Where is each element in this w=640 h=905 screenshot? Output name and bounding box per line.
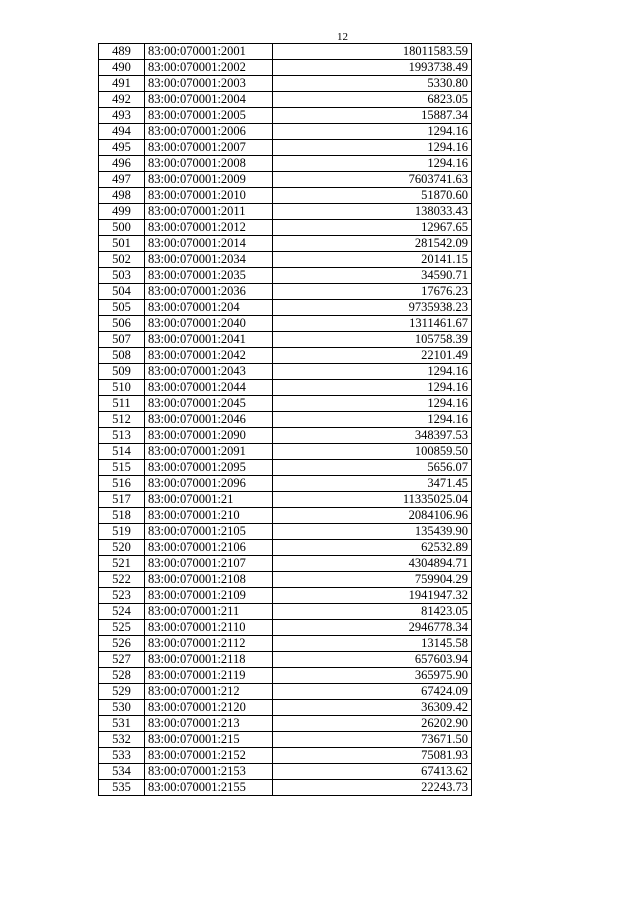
table-row bbox=[99, 380, 472, 396]
value-cell: 15887.34 bbox=[273, 108, 472, 124]
row-number-cell: 534 bbox=[99, 764, 145, 780]
table-row bbox=[99, 124, 472, 140]
table-row bbox=[99, 620, 472, 636]
value-cell: 9735938.23 bbox=[273, 300, 472, 316]
cadastral-number-cell: 83:00:070001:2011 bbox=[145, 204, 273, 220]
value-cell: 22101.49 bbox=[273, 348, 472, 364]
row-number-cell: 512 bbox=[99, 412, 145, 428]
cadastral-number-cell: 83:00:070001:2153 bbox=[145, 764, 273, 780]
table-row bbox=[99, 636, 472, 652]
cadastral-number-cell: 83:00:070001:2106 bbox=[145, 540, 273, 556]
table-row bbox=[99, 732, 472, 748]
row-number-cell: 519 bbox=[99, 524, 145, 540]
row-number-cell: 518 bbox=[99, 508, 145, 524]
row-number-cell: 529 bbox=[99, 684, 145, 700]
table-row bbox=[99, 220, 472, 236]
cadastral-number-cell: 83:00:070001:2112 bbox=[145, 636, 273, 652]
row-number-cell: 497 bbox=[99, 172, 145, 188]
cadastral-number-cell: 83:00:070001:2004 bbox=[145, 92, 273, 108]
cadastral-number-cell: 83:00:070001:2034 bbox=[145, 252, 273, 268]
table-row bbox=[99, 284, 472, 300]
row-number-cell: 528 bbox=[99, 668, 145, 684]
value-cell: 105758.39 bbox=[273, 332, 472, 348]
row-number-cell: 511 bbox=[99, 396, 145, 412]
row-number-cell: 494 bbox=[99, 124, 145, 140]
value-cell: 62532.89 bbox=[273, 540, 472, 556]
table-row bbox=[99, 700, 472, 716]
table-row bbox=[99, 348, 472, 364]
cadastral-number-cell: 83:00:070001:2002 bbox=[145, 60, 273, 76]
value-cell: 6823.05 bbox=[273, 92, 472, 108]
cadastral-number-cell: 83:00:070001:2036 bbox=[145, 284, 273, 300]
cadastral-number-cell: 83:00:070001:2044 bbox=[145, 380, 273, 396]
row-number-cell: 526 bbox=[99, 636, 145, 652]
value-cell: 81423.05 bbox=[273, 604, 472, 620]
row-number-cell: 508 bbox=[99, 348, 145, 364]
table-row bbox=[99, 764, 472, 780]
value-cell: 1294.16 bbox=[273, 156, 472, 172]
value-cell: 281542.09 bbox=[273, 236, 472, 252]
cadastral-number-cell: 83:00:070001:2090 bbox=[145, 428, 273, 444]
cadastral-number-cell: 83:00:070001:2091 bbox=[145, 444, 273, 460]
row-number-cell: 515 bbox=[99, 460, 145, 476]
row-number-cell: 509 bbox=[99, 364, 145, 380]
row-number-cell: 525 bbox=[99, 620, 145, 636]
value-cell: 1294.16 bbox=[273, 140, 472, 156]
table-row bbox=[99, 748, 472, 764]
row-number-cell: 521 bbox=[99, 556, 145, 572]
table-row bbox=[99, 316, 472, 332]
table-row bbox=[99, 540, 472, 556]
table-row bbox=[99, 652, 472, 668]
table-row bbox=[99, 44, 472, 60]
table-row bbox=[99, 300, 472, 316]
cadastral-number-cell: 83:00:070001:21 bbox=[145, 492, 273, 508]
row-number-cell: 517 bbox=[99, 492, 145, 508]
value-cell: 67424.09 bbox=[273, 684, 472, 700]
value-cell: 5330.80 bbox=[273, 76, 472, 92]
cadastral-number-cell: 83:00:070001:2110 bbox=[145, 620, 273, 636]
value-cell: 75081.93 bbox=[273, 748, 472, 764]
table-row bbox=[99, 524, 472, 540]
cadastral-number-cell: 83:00:070001:2095 bbox=[145, 460, 273, 476]
value-cell: 1294.16 bbox=[273, 396, 472, 412]
value-cell: 73671.50 bbox=[273, 732, 472, 748]
cadastral-number-cell: 83:00:070001:210 bbox=[145, 508, 273, 524]
cadastral-number-cell: 83:00:070001:2155 bbox=[145, 780, 273, 796]
cadastral-number-cell: 83:00:070001:204 bbox=[145, 300, 273, 316]
value-cell: 34590.71 bbox=[273, 268, 472, 284]
row-number-cell: 514 bbox=[99, 444, 145, 460]
row-number-cell: 520 bbox=[99, 540, 145, 556]
table-row bbox=[99, 444, 472, 460]
cadastral-number-cell: 83:00:070001:2001 bbox=[145, 44, 273, 60]
table-row bbox=[99, 396, 472, 412]
table-row bbox=[99, 476, 472, 492]
value-cell: 18011583.59 bbox=[273, 44, 472, 60]
cadastral-number-cell: 83:00:070001:2041 bbox=[145, 332, 273, 348]
row-number-cell: 533 bbox=[99, 748, 145, 764]
row-number-cell: 490 bbox=[99, 60, 145, 76]
row-number-cell: 502 bbox=[99, 252, 145, 268]
row-number-cell: 506 bbox=[99, 316, 145, 332]
table-row bbox=[99, 60, 472, 76]
row-number-cell: 532 bbox=[99, 732, 145, 748]
cadastral-number-cell: 83:00:070001:211 bbox=[145, 604, 273, 620]
table-row bbox=[99, 252, 472, 268]
row-number-cell: 524 bbox=[99, 604, 145, 620]
table-row bbox=[99, 508, 472, 524]
row-number-cell: 495 bbox=[99, 140, 145, 156]
row-number-cell: 522 bbox=[99, 572, 145, 588]
row-number-cell: 500 bbox=[99, 220, 145, 236]
row-number-cell: 504 bbox=[99, 284, 145, 300]
table-row bbox=[99, 172, 472, 188]
table-row bbox=[99, 156, 472, 172]
value-cell: 22243.73 bbox=[273, 780, 472, 796]
table-row bbox=[99, 236, 472, 252]
row-number-cell: 530 bbox=[99, 700, 145, 716]
value-cell: 1294.16 bbox=[273, 124, 472, 140]
value-cell: 51870.60 bbox=[273, 188, 472, 204]
value-cell: 1294.16 bbox=[273, 364, 472, 380]
value-cell: 100859.50 bbox=[273, 444, 472, 460]
cadastral-number-cell: 83:00:070001:2010 bbox=[145, 188, 273, 204]
table-row bbox=[99, 188, 472, 204]
value-cell: 13145.58 bbox=[273, 636, 472, 652]
value-cell: 5656.07 bbox=[273, 460, 472, 476]
table-row bbox=[99, 588, 472, 604]
cadastral-number-cell: 83:00:070001:2008 bbox=[145, 156, 273, 172]
cadastral-number-cell: 83:00:070001:2042 bbox=[145, 348, 273, 364]
cadastral-number-cell: 83:00:070001:2007 bbox=[145, 140, 273, 156]
table-row bbox=[99, 460, 472, 476]
row-number-cell: 496 bbox=[99, 156, 145, 172]
cadastral-number-cell: 83:00:070001:2107 bbox=[145, 556, 273, 572]
value-cell: 20141.15 bbox=[273, 252, 472, 268]
cadastral-number-cell: 83:00:070001:215 bbox=[145, 732, 273, 748]
cadastral-number-cell: 83:00:070001:2096 bbox=[145, 476, 273, 492]
row-number-cell: 503 bbox=[99, 268, 145, 284]
page-number: 12 bbox=[337, 31, 348, 43]
value-cell: 365975.90 bbox=[273, 668, 472, 684]
value-cell: 1294.16 bbox=[273, 412, 472, 428]
table-row bbox=[99, 684, 472, 700]
cadastral-number-cell: 83:00:070001:2012 bbox=[145, 220, 273, 236]
cadastral-number-cell: 83:00:070001:212 bbox=[145, 684, 273, 700]
value-cell: 2946778.34 bbox=[273, 620, 472, 636]
row-number-cell: 501 bbox=[99, 236, 145, 252]
value-cell: 12967.65 bbox=[273, 220, 472, 236]
cadastral-number-cell: 83:00:070001:2014 bbox=[145, 236, 273, 252]
table-row bbox=[99, 668, 472, 684]
table-row bbox=[99, 364, 472, 380]
cadastral-number-cell: 83:00:070001:2109 bbox=[145, 588, 273, 604]
row-number-cell: 523 bbox=[99, 588, 145, 604]
cadastral-number-cell: 83:00:070001:2045 bbox=[145, 396, 273, 412]
cadastral-number-cell: 83:00:070001:2108 bbox=[145, 572, 273, 588]
cadastral-number-cell: 83:00:070001:2035 bbox=[145, 268, 273, 284]
value-cell: 17676.23 bbox=[273, 284, 472, 300]
row-number-cell: 499 bbox=[99, 204, 145, 220]
value-cell: 67413.62 bbox=[273, 764, 472, 780]
cadastral-value-table bbox=[98, 43, 472, 796]
value-cell: 1294.16 bbox=[273, 380, 472, 396]
row-number-cell: 493 bbox=[99, 108, 145, 124]
value-cell: 36309.42 bbox=[273, 700, 472, 716]
value-cell: 138033.43 bbox=[273, 204, 472, 220]
row-number-cell: 510 bbox=[99, 380, 145, 396]
value-cell: 2084106.96 bbox=[273, 508, 472, 524]
table-row bbox=[99, 604, 472, 620]
row-number-cell: 489 bbox=[99, 44, 145, 60]
cadastral-number-cell: 83:00:070001:2105 bbox=[145, 524, 273, 540]
table-row bbox=[99, 572, 472, 588]
value-cell: 135439.90 bbox=[273, 524, 472, 540]
value-cell: 26202.90 bbox=[273, 716, 472, 732]
value-cell: 3471.45 bbox=[273, 476, 472, 492]
cadastral-number-cell: 83:00:070001:2003 bbox=[145, 76, 273, 92]
cadastral-number-cell: 83:00:070001:2005 bbox=[145, 108, 273, 124]
cadastral-number-cell: 83:00:070001:2046 bbox=[145, 412, 273, 428]
cadastral-number-cell: 83:00:070001:2152 bbox=[145, 748, 273, 764]
table-row bbox=[99, 140, 472, 156]
row-number-cell: 535 bbox=[99, 780, 145, 796]
table-row bbox=[99, 780, 472, 796]
value-cell: 1311461.67 bbox=[273, 316, 472, 332]
row-number-cell: 513 bbox=[99, 428, 145, 444]
table-row bbox=[99, 332, 472, 348]
table-row bbox=[99, 92, 472, 108]
table-row bbox=[99, 204, 472, 220]
table-row bbox=[99, 716, 472, 732]
cadastral-number-cell: 83:00:070001:213 bbox=[145, 716, 273, 732]
table-row bbox=[99, 76, 472, 92]
row-number-cell: 531 bbox=[99, 716, 145, 732]
table-row bbox=[99, 428, 472, 444]
table-row bbox=[99, 412, 472, 428]
value-cell: 11335025.04 bbox=[273, 492, 472, 508]
row-number-cell: 527 bbox=[99, 652, 145, 668]
row-number-cell: 498 bbox=[99, 188, 145, 204]
table-body bbox=[99, 44, 472, 796]
value-cell: 7603741.63 bbox=[273, 172, 472, 188]
cadastral-number-cell: 83:00:070001:2043 bbox=[145, 364, 273, 380]
table-row bbox=[99, 268, 472, 284]
value-cell: 759904.29 bbox=[273, 572, 472, 588]
row-number-cell: 516 bbox=[99, 476, 145, 492]
table-row bbox=[99, 108, 472, 124]
cadastral-number-cell: 83:00:070001:2040 bbox=[145, 316, 273, 332]
value-cell: 4304894.71 bbox=[273, 556, 472, 572]
row-number-cell: 492 bbox=[99, 92, 145, 108]
cadastral-number-cell: 83:00:070001:2009 bbox=[145, 172, 273, 188]
value-cell: 1941947.32 bbox=[273, 588, 472, 604]
cadastral-number-cell: 83:00:070001:2119 bbox=[145, 668, 273, 684]
row-number-cell: 491 bbox=[99, 76, 145, 92]
row-number-cell: 507 bbox=[99, 332, 145, 348]
table-row bbox=[99, 556, 472, 572]
table-row bbox=[99, 492, 472, 508]
value-cell: 657603.94 bbox=[273, 652, 472, 668]
cadastral-number-cell: 83:00:070001:2120 bbox=[145, 700, 273, 716]
cadastral-number-cell: 83:00:070001:2006 bbox=[145, 124, 273, 140]
value-cell: 1993738.49 bbox=[273, 60, 472, 76]
row-number-cell: 505 bbox=[99, 300, 145, 316]
cadastral-number-cell: 83:00:070001:2118 bbox=[145, 652, 273, 668]
value-cell: 348397.53 bbox=[273, 428, 472, 444]
